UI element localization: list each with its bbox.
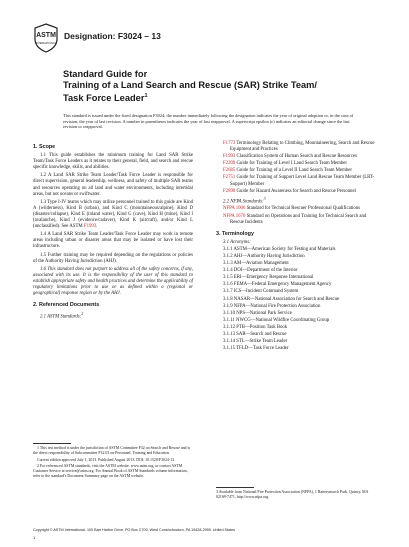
para-1-3: [33, 200, 193, 230]
astm-reference-list: [216, 141, 376, 195]
acronym-item: 3.1.15 TFLD—Task Force Leader: [223, 346, 289, 352]
nfpa-code-link[interactable]: NFPA 1006: [223, 206, 246, 212]
section-heading-terminology: 3. Terminology: [216, 230, 254, 237]
footnote-divider-right: [216, 487, 254, 488]
astm-entry: [223, 154, 376, 160]
astm-entry: [223, 141, 376, 153]
title-line-2: Training of a Land Search and Rescue (SAR) Strike Team/: [63, 80, 318, 90]
acronym-item: 3.1.2 AHJ—Authority Having Jurisdiction: [223, 254, 305, 259]
astm-code-link[interactable]: F1773: [223, 141, 236, 146]
astm-code-link[interactable]: F2890: [223, 188, 236, 194]
footnote-3: 3 Available from National Fire Protection Association (NFPA), 1 Batterymarch Park, Quincy, MA 02169-7471, http://www.nfpa.org.: [216, 490, 369, 499]
astm-title: Guide for Training of Level I Land Search Team Member: [236, 161, 348, 167]
para-1-2: 1.2 A Land SAR Strike Team Leader/Task Force Leader is responsible for direct supervision, general leadership, wellness, and safety of multiple SAR teams and resources operating on all land and water environments, including intertidal areas, but not oceans or swiftwater.: [33, 173, 193, 197]
copyright-line: Copyright © ASTM International, 100 Barr Harbor Drive, PO Box C700, West Conshohocken, PA 19428-2959. United States: [33, 528, 236, 532]
astm-code-link[interactable]: F2751: [223, 175, 236, 181]
para-1-4: 1.4 A Land SAR Strike Team Leader/Task Force Leader may work in remote areas including urban or disaster areas that may be isolated or have lost their infrastructure.: [33, 232, 193, 250]
astm-code-link[interactable]: F2209: [223, 161, 236, 167]
para-1-1: 1.1 This guide establishes the minimum training for Land SAR Strike Team/Task Force Leaders as it relates to their general, field, and search and rescue specific knowledge, skills, and abilities.: [33, 153, 193, 171]
nfpa-entry: [223, 214, 376, 226]
acronym-list: [216, 247, 376, 352]
nfpa-title: Standard on Operations and Training for Technical Search and Rescue Incidents: [230, 213, 367, 225]
right-column: [216, 141, 376, 353]
acronym-item: 3.1.7 ICS—Incident Command System: [223, 289, 299, 295]
para-1-3-end: .: [96, 224, 98, 230]
nfpa-code-link[interactable]: NFPA 1670: [223, 213, 246, 219]
ref-link-f1993[interactable]: F1993: [83, 224, 97, 230]
footnote-1: 1 This test method is under the jurisdiction of ASTM Committee F32 on Search and Rescue and is the direct responsibility of Subcommittee F32.03 on Personnel, Training and Education.: [33, 446, 191, 455]
acronym-item: 3.1.10 NPS—National Park Service: [223, 310, 292, 316]
acronym-item: 3.1.4 DOI—Department of the Interior: [223, 268, 298, 274]
svg-text:INTERNATIONAL: INTERNATIONAL: [35, 42, 57, 45]
page-number: 1: [33, 535, 36, 540]
section-heading-scope: 1. Scope: [33, 144, 56, 150]
para-2-2: [223, 196, 376, 206]
footnote-mark-3: 3: [263, 195, 266, 201]
para-2-1: [40, 311, 193, 321]
astm-code-link[interactable]: F2685: [223, 168, 236, 174]
astm-title: Classification System of Human Search and Rescue Resources: [236, 154, 358, 160]
footnotes-left: [33, 446, 193, 481]
astm-code-link[interactable]: F1993: [223, 154, 236, 160]
acronym-item: 3.1.13 SAR—Search and Rescue: [223, 332, 287, 338]
designation: Designation: F3024 – 13: [64, 31, 161, 41]
para-2-1-text: 2.1 ASTM Standards:: [40, 314, 82, 320]
para-3-1: 3.1 Acronyms:: [223, 239, 251, 245]
title-line-1: Standard Guide for: [63, 69, 148, 79]
title-line-3: [63, 91, 363, 104]
issuance-notice: This standard is issued under the fixed designation F3024; the number immediately following the designation indicates the year of original adoption or, in the case of revision, the year of last revision. A number in parentheses indicates the year of last reapproval. A superscript epsilon (ε) indicates an editorial change since the last revision or reapproval.: [63, 113, 354, 130]
astm-entry: [223, 161, 376, 167]
acronym-item: 3.1.1 ASTM—American Society for Testing and Materials: [223, 246, 336, 252]
footnote-mark-2: 2: [81, 311, 84, 317]
para-1-6: 1.6 This standard does not purport to address all of the safety concerns, if any, associated with its use. It is the responsibility of the user of this standard to establish appropriate safety and health practices and determine the applicability of regulatory limitations prior to use or as defined within a (regional or geographical) response region or by the AHJ.: [33, 266, 193, 297]
astm-title: Guide for Hazard Awareness for Search and Rescue Personnel: [236, 188, 356, 194]
acronym-item: 3.1.3 AM—Aviation Management: [223, 261, 289, 267]
acronym-item: 3.1.8 NASAR—National Association for Search and Rescue: [223, 296, 340, 302]
acronym-item: 3.1.14 STL—Strike Team Leader: [223, 339, 288, 345]
astm-title: Terminology Relating to Climbing, Mountaineering, Search and Rescue Equipment and Practices: [230, 141, 375, 153]
nfpa-title: Standard for Technical Rescuer Professional Qualifications: [246, 206, 361, 212]
svg-text:ASTM: ASTM: [36, 32, 56, 39]
astm-title: Guide for Training of Support Level Land Rescue Team Member (LRT-Support) Member: [230, 175, 375, 187]
astm-logo-icon: [33, 23, 59, 53]
acronym-item: 3.1.9 NFPA—National Fire Protection Association: [223, 303, 321, 309]
para-1-3-text: 1.3 Type I-IV teams which may utilize personnel trained to this guide are Kind A (wilderness), Kind B (urban), and Kind C (mountaineous/alpine), Kind D (disaster/collapse), Kind E (inland water), Kind G (cave), Kind H (mine), Kind I (avalanche), Kind J (evidence/cadaver), Kind K (aircraft), and/or Kind L (unclassified). See ASTM: [33, 199, 193, 230]
nfpa-entry: [223, 206, 376, 212]
acronym-item: 3.1.6 FEMA—Federal Emergency Management Agency: [223, 282, 332, 288]
acronym-item: 3.1.11 NWCG—National Wildfire Coordinating Group: [223, 317, 330, 323]
acronym-item: 3.1.12 PTB—Position Task Book: [223, 324, 288, 330]
left-column: [33, 141, 193, 322]
nfpa-reference-list: [216, 206, 376, 225]
astm-entry: [223, 168, 376, 174]
footnote-2: 2 For referenced ASTM standards, visit the ASTM website, www.astm.org, or contact ASTM Customer Service at service@astm.org. For Annual Book of ASTM Standards volume information, refer to the standard's Document Summary page on the ASTM website.: [33, 464, 188, 478]
astm-title: Guide for Training of a Level II Land Search Team Member: [236, 168, 352, 174]
title-footnote-mark: 1: [144, 93, 148, 99]
acronym-item: 3.1.5 ERI—Emergency Response International: [223, 275, 314, 281]
para-2-2-text: 2.2 NFPA Standards:: [223, 199, 264, 205]
footnote-divider: [33, 443, 71, 444]
page-title: [63, 69, 363, 104]
title-line-3-text: Task Force Leader: [63, 93, 145, 104]
para-1-5: 1.5 Further training may be required depending on the regulations or policies of the Authority Having Jurisdiction (AHJ).: [33, 252, 193, 264]
section-heading-references: 2. Referenced Documents: [33, 302, 100, 309]
astm-entry: [223, 175, 376, 187]
astm-entry: [223, 189, 376, 195]
footnote-1-edition: Current edition approved July 1, 2013. Published August 2013. DOI: 10.1520/F3024-13.: [37, 457, 176, 462]
